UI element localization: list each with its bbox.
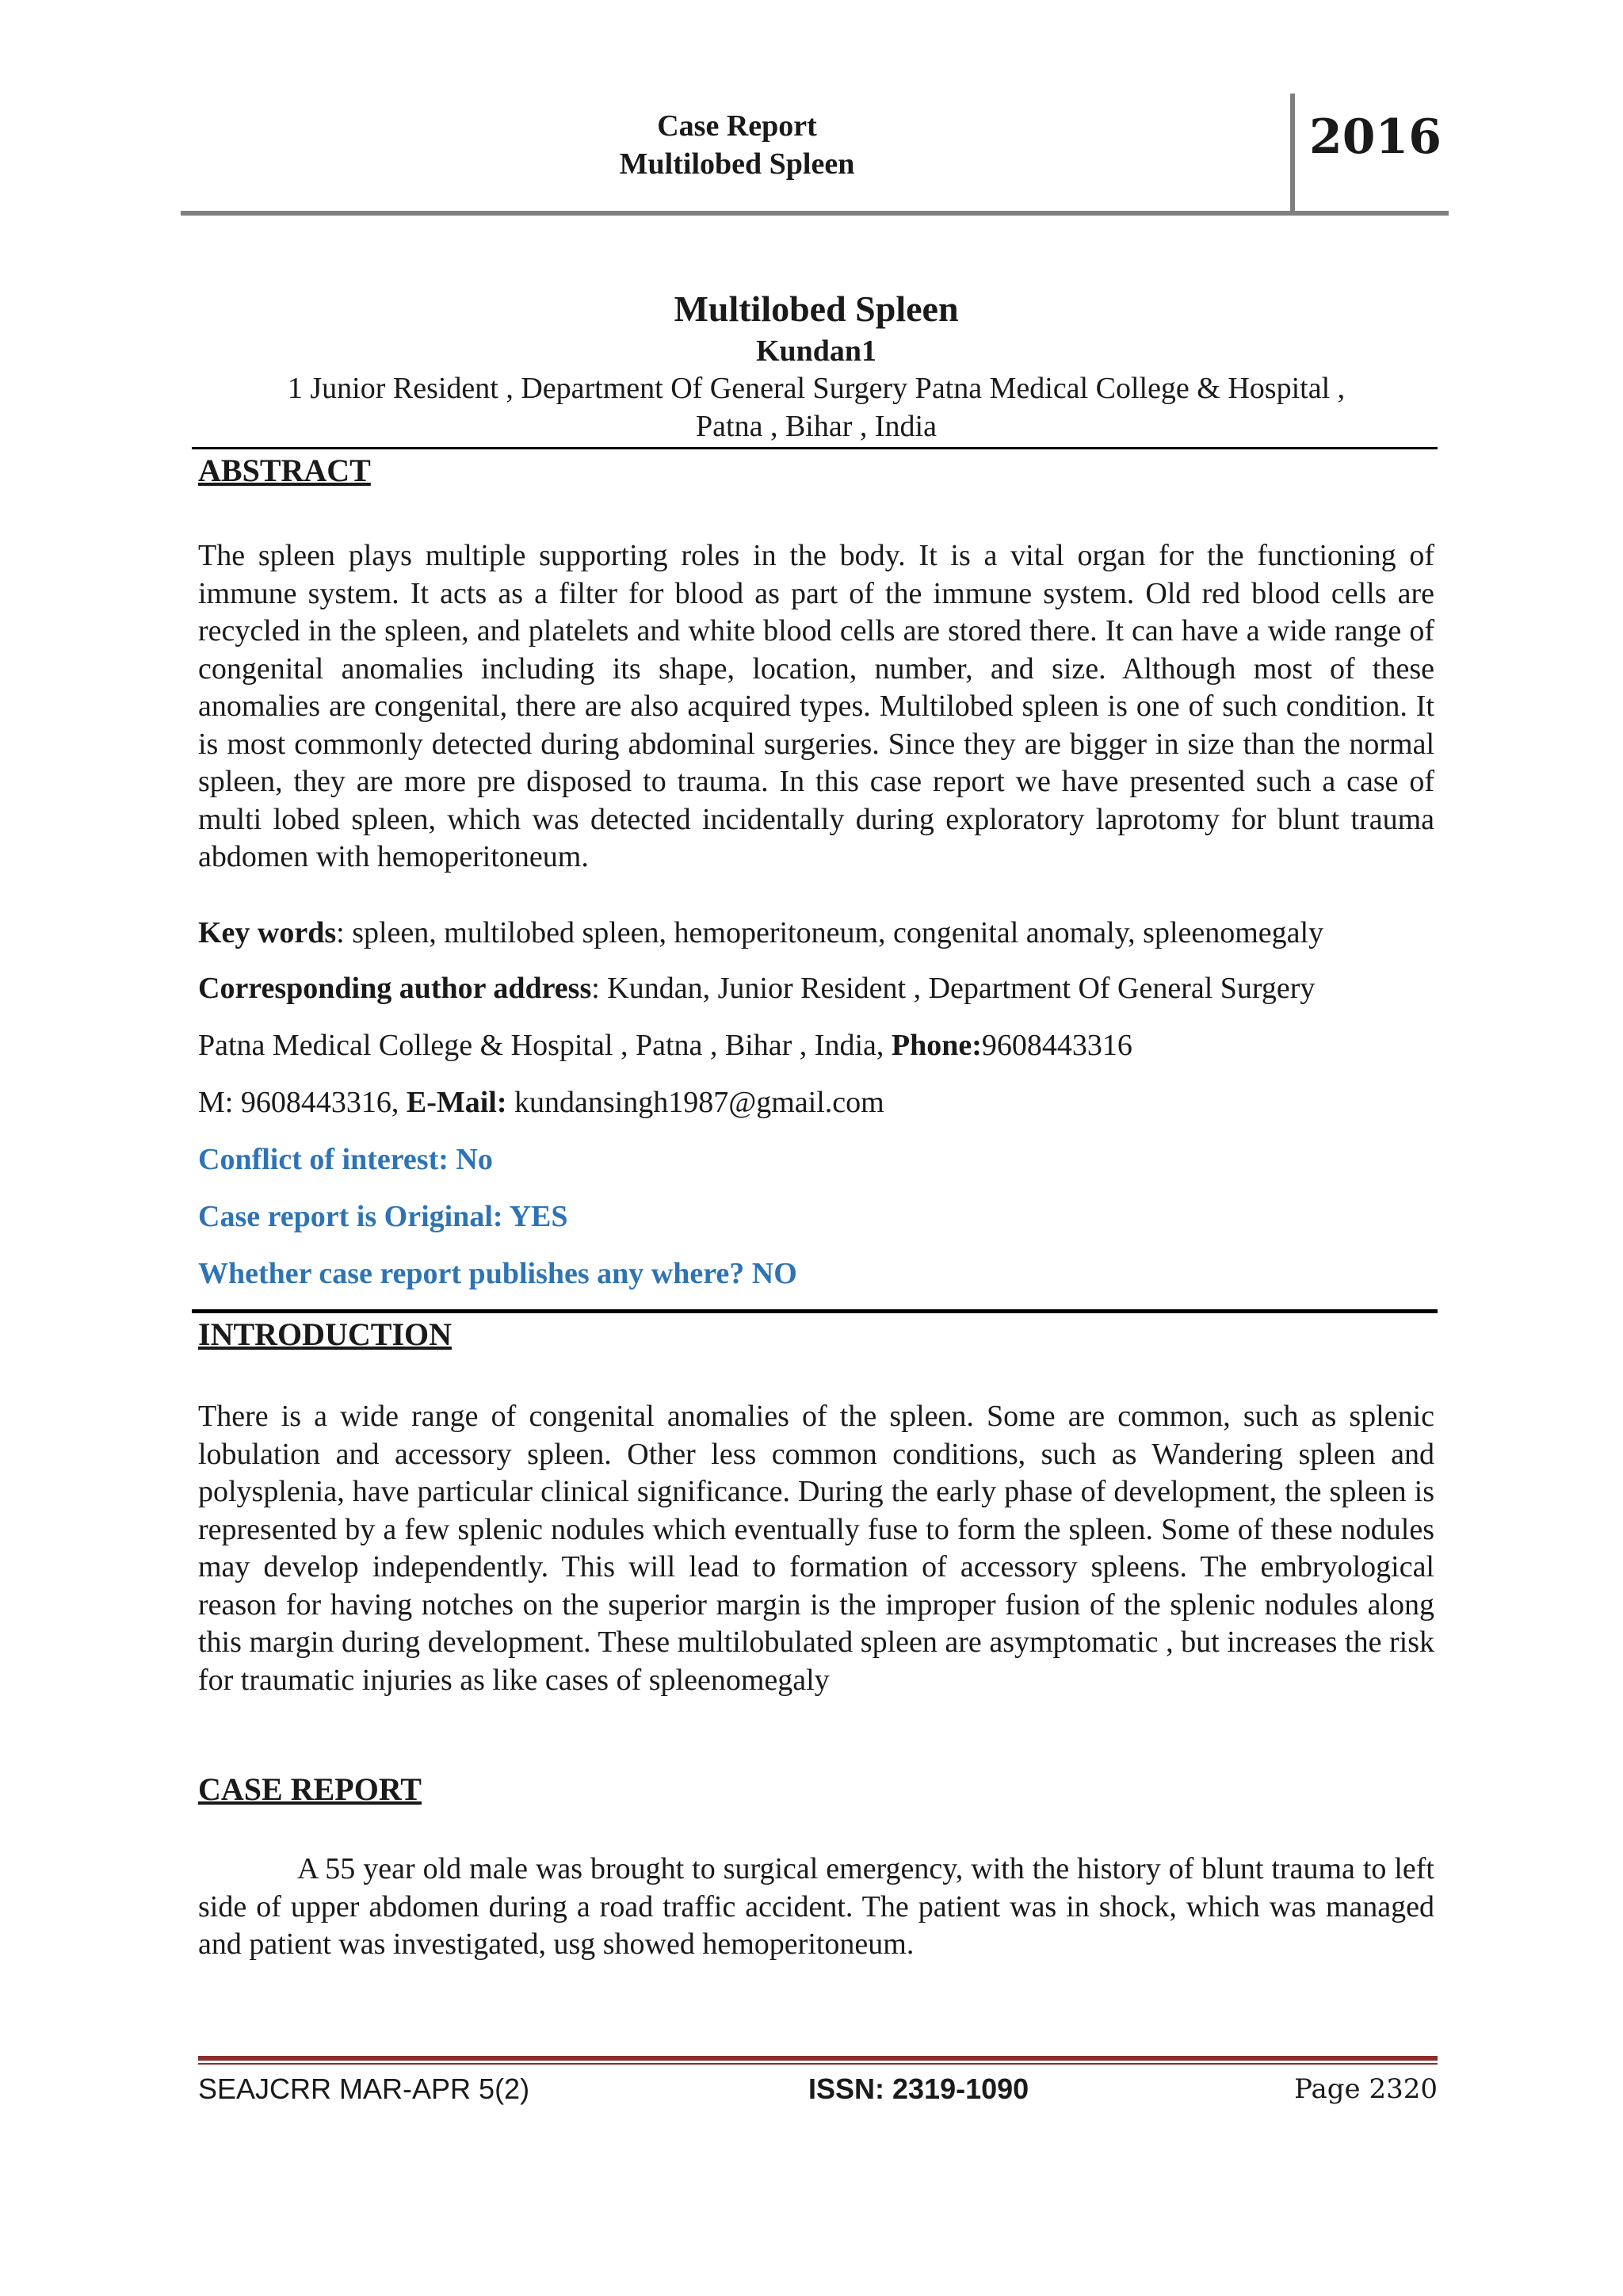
email-address: kundansingh1987@gmail.com	[506, 1086, 884, 1119]
originality-statement: Case report is Original: YES	[198, 1200, 568, 1233]
corresponding-value-1: : Kundan, Junior Resident , Department Of General Surgery	[591, 972, 1316, 1005]
case-report-text: A 55 year old male was brought to surgical emergency, with the history of blunt trauma to left side of upper abdomen during a road traffic accident. The patient was in shock, which was managed and patient was investigated, usg showed hemoperitoneum.	[198, 1852, 1434, 1961]
phone-label: Phone:	[891, 1029, 982, 1062]
corresponding-label: Corresponding author address	[198, 972, 592, 1005]
mobile-number: M: 9608443316,	[198, 1086, 407, 1119]
footer-rule-thin	[198, 2063, 1438, 2065]
corresponding-line-2	[198, 1027, 1450, 1064]
paper-title: Multilobed Spleen	[674, 288, 959, 329]
keywords-value: : spleen, multilobed spleen, hemoperitoneum, congenital anomaly, spleenomegaly	[336, 916, 1324, 949]
footer-issn: ISSN: 2319-1090	[808, 2073, 1029, 2105]
phone-number: 9608443316	[981, 1029, 1132, 1062]
corresponding-value-2: Patna Medical College & Hospital , Patna , Bihar , India,	[198, 1029, 892, 1062]
title-divider	[192, 447, 1438, 449]
email-label: E-Mail:	[406, 1086, 507, 1119]
abstract-text: The spleen plays multiple supporting roles in the body. It is a vital organ for the functioning of immune system. It acts as a filter for blood as part of the immune system. Old red blood cells are recycled in the spleen, and platelets and white blood cells are stored there. It can have a wide range of congenital anomalies including its shape, location, number, and size. Although most of these anomalies are congenital, there are also acquired types. Multilobed spleen is one of such condition. It is most commonly detected during abdominal surgeries. Since they are bigger in size than the normal spleen, they are more pre disposed to trauma. In this case report we have presented such a case of multi lobed spleen, which was detected incidentally during exploratory laprotomy for blunt trauma abdomen with hemoperitoneum.	[198, 539, 1434, 873]
case-report-heading: CASE REPORT	[198, 1771, 422, 1807]
keywords-label: Key words	[198, 916, 337, 949]
affiliation-line-1: 1 Junior Resident , Department Of General Surgery Patna Medical College & Hospital ,	[287, 372, 1346, 405]
header-divider	[1290, 94, 1295, 212]
affiliation-line-2: Patna , Bihar , India	[696, 410, 937, 443]
running-header-title: Multilobed Spleen	[619, 147, 855, 181]
contact-line	[198, 1084, 1450, 1121]
header-rule	[181, 211, 1449, 216]
introduction-heading: INTRODUCTION	[198, 1316, 453, 1352]
footer-rule	[198, 2056, 1438, 2061]
corresponding-line-1	[198, 970, 1450, 1007]
running-header-type: Case Report	[657, 109, 817, 143]
keywords-line	[198, 915, 1450, 951]
meta-divider	[192, 1309, 1438, 1313]
author-name: Kundan1	[755, 334, 877, 368]
footer-page-number: Page 2320	[1294, 2073, 1438, 2105]
conflict-of-interest: Conflict of interest: No	[198, 1143, 493, 1176]
case-report-paragraph	[198, 1851, 1434, 1964]
running-header-year: 2016	[1309, 109, 1442, 165]
footer-journal: SEAJCRR MAR-APR 5(2)	[198, 2073, 530, 2105]
introduction-text: There is a wide range of congenital anomalies of the spleen. Some are common, such as splenic lobulation and accessory spleen. Other less common conditions, such as Wandering spleen and polysplenia, have particular clinical significance. During the early phase of development, the spleen is represented by a few splenic nodules which eventually fuse to form the spleen. Some of these nodules may develop independently. This will lead to formation of accessory spleens. The embryological reason for having notches on the superior margin is the improper fusion of the splenic nodules along this margin during development. These multilobulated spleen are asymptomatic , but increases the risk for traumatic injuries as like cases of spleenomegaly	[198, 1400, 1434, 1697]
publication-statement: Whether case report publishes any where? NO	[198, 1257, 797, 1290]
abstract-heading: ABSTRACT	[198, 453, 371, 488]
